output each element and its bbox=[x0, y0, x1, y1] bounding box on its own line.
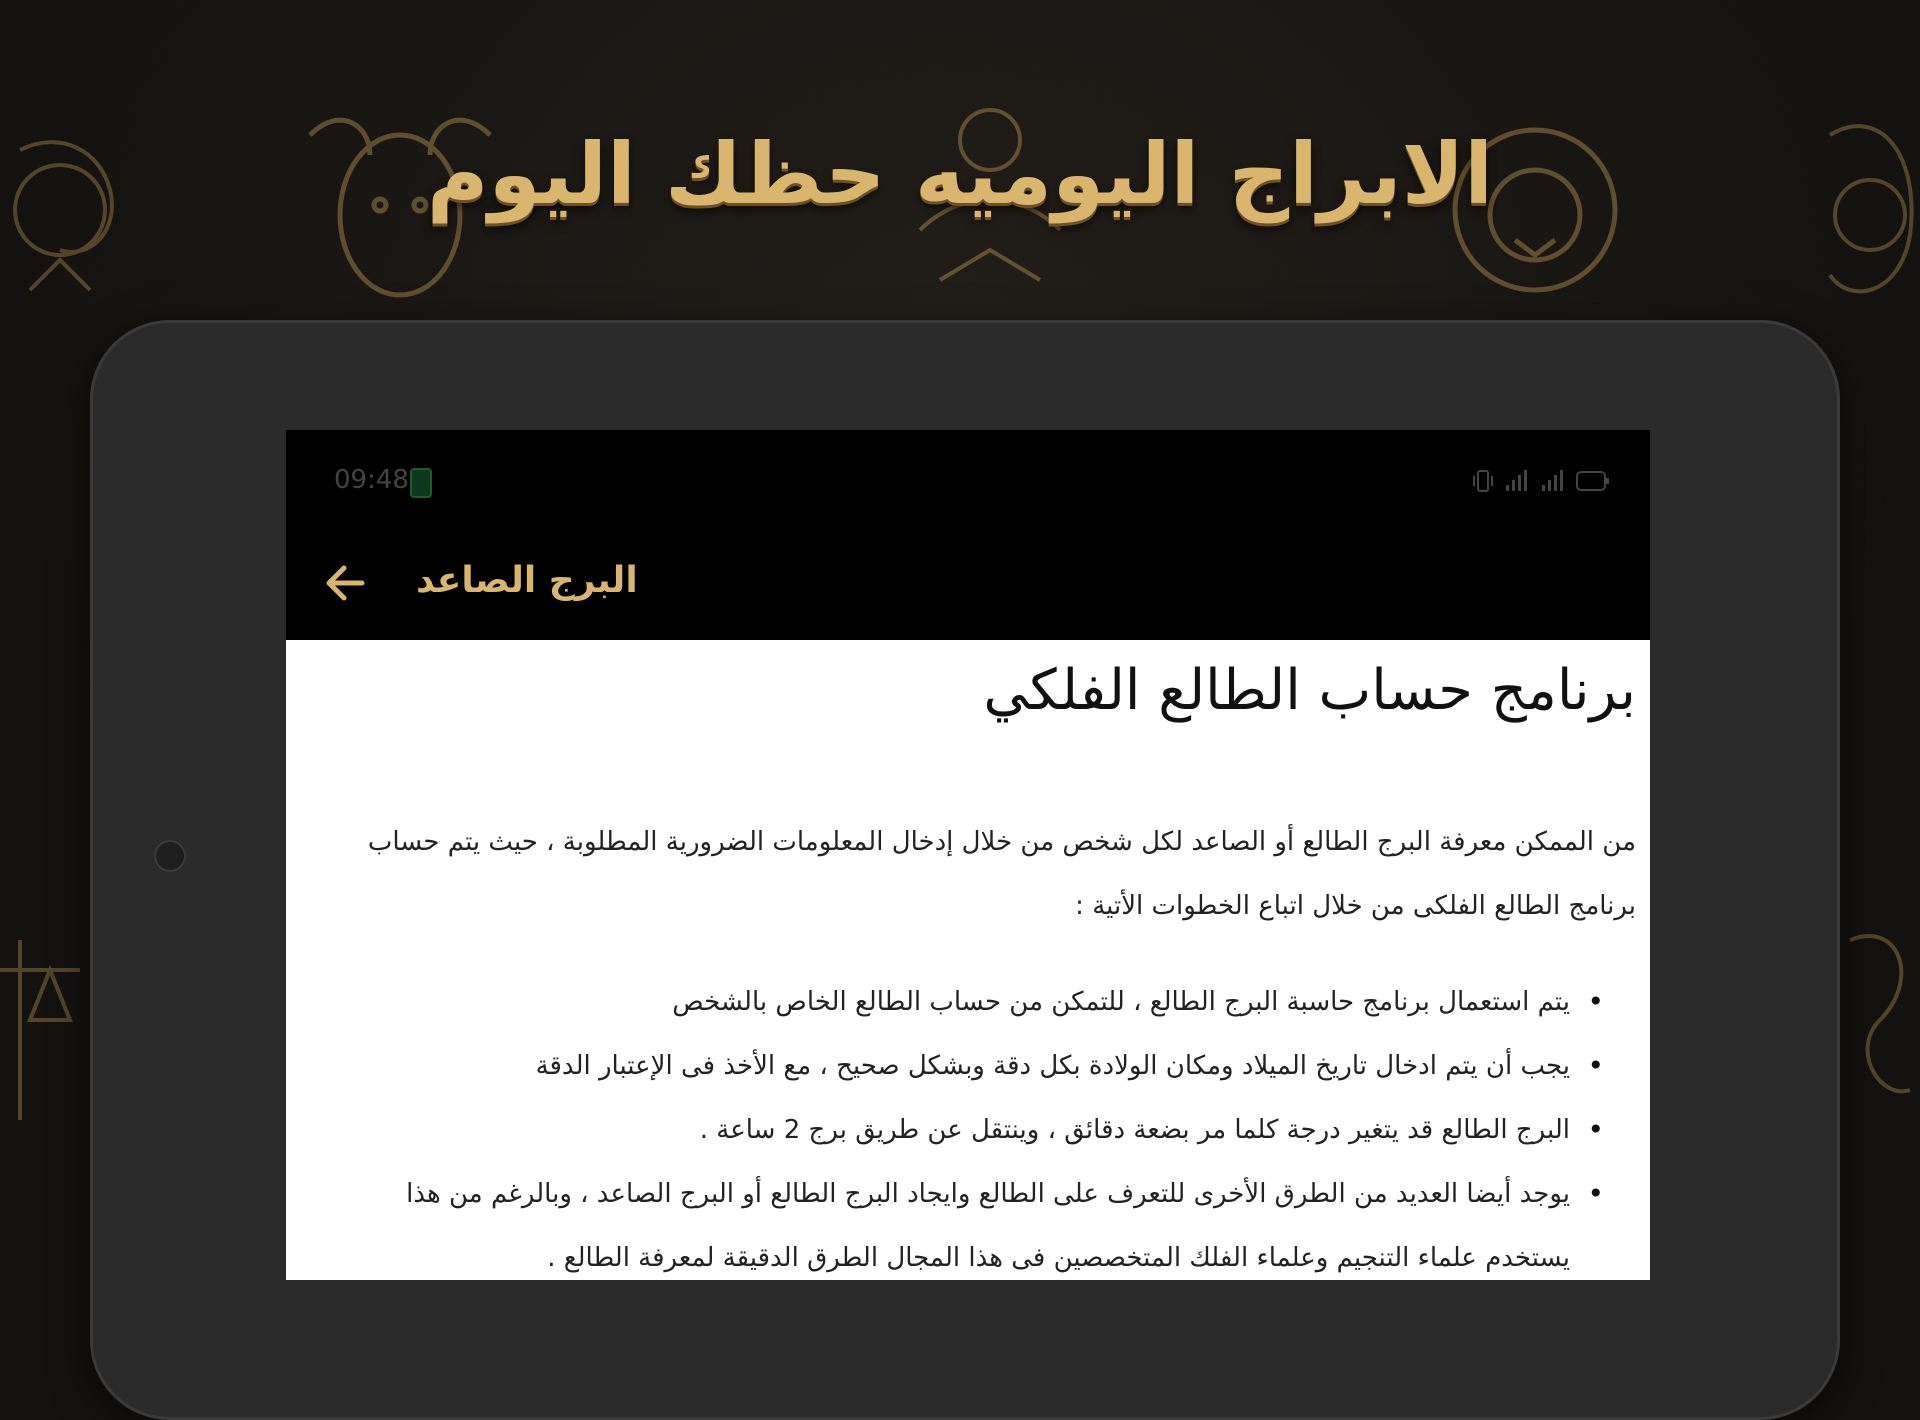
signal-icon bbox=[1504, 469, 1530, 497]
article-content bbox=[286, 640, 1650, 1280]
app-bar bbox=[286, 530, 1650, 640]
app-screen bbox=[286, 430, 1650, 1280]
notification-app-icon bbox=[410, 468, 432, 498]
scorpio-illustration bbox=[1840, 880, 1920, 1140]
bullet-item: • يجب أن يتم ادخال تاريخ الميلاد ومكان الولادة بكل دقة وبشكل صحيح ، مع الأخذ فى الإعتبار الدقة bbox=[326, 1034, 1570, 1098]
battery-icon bbox=[1576, 470, 1610, 496]
status-icons bbox=[1472, 468, 1610, 498]
back-button[interactable] bbox=[310, 550, 380, 620]
status-bar bbox=[286, 430, 1650, 530]
article-title: برنامج حساب الطالع الفلكي bbox=[983, 658, 1636, 723]
promo-title: الابراج اليوميه حظك اليوم bbox=[426, 125, 1494, 223]
bullet-item: • البرج الطالع قد يتغير درجة كلما مر بضعة دقائق ، وينتقل عن طريق برج 2 ساعة . bbox=[326, 1098, 1570, 1162]
signal-2-icon bbox=[1540, 469, 1566, 497]
libra-illustration bbox=[0, 880, 90, 1140]
app-bar-title: البرج الصاعد bbox=[416, 560, 638, 601]
arrow-back-icon bbox=[320, 558, 370, 612]
status-time: 09:48 bbox=[334, 465, 409, 495]
bullet-item: • يوجد أيضا العديد من الطرق الأخرى للتعرف على الطالع وايجاد البرج الطالع أو البرج الصاعد ، وبالرغم من هذا يستخدم علماء التنجيم وعلماء الفلك المتخصصين فى هذا المجال الطرق الدقيقة لمعرفة الطالع . bbox=[326, 1162, 1570, 1280]
article-intro: من الممكن معرفة البرج الطالع أو الصاعد لكل شخص من خلال إدخال المعلومات الضرورية المطلوبة ، حيث يتم حساب برنامج الطالع الفلكى من خلال اتباع الخطوات الأتية : bbox=[367, 827, 1636, 921]
bullet-item: • يتم استعمال برنامج حاسبة البرج الطالع ، للتمكن من حساب الطالع الخاص بالشخص bbox=[326, 970, 1570, 1034]
article-bullets bbox=[326, 970, 1600, 1280]
tablet-camera bbox=[154, 840, 186, 872]
vibrate-icon bbox=[1472, 468, 1494, 498]
